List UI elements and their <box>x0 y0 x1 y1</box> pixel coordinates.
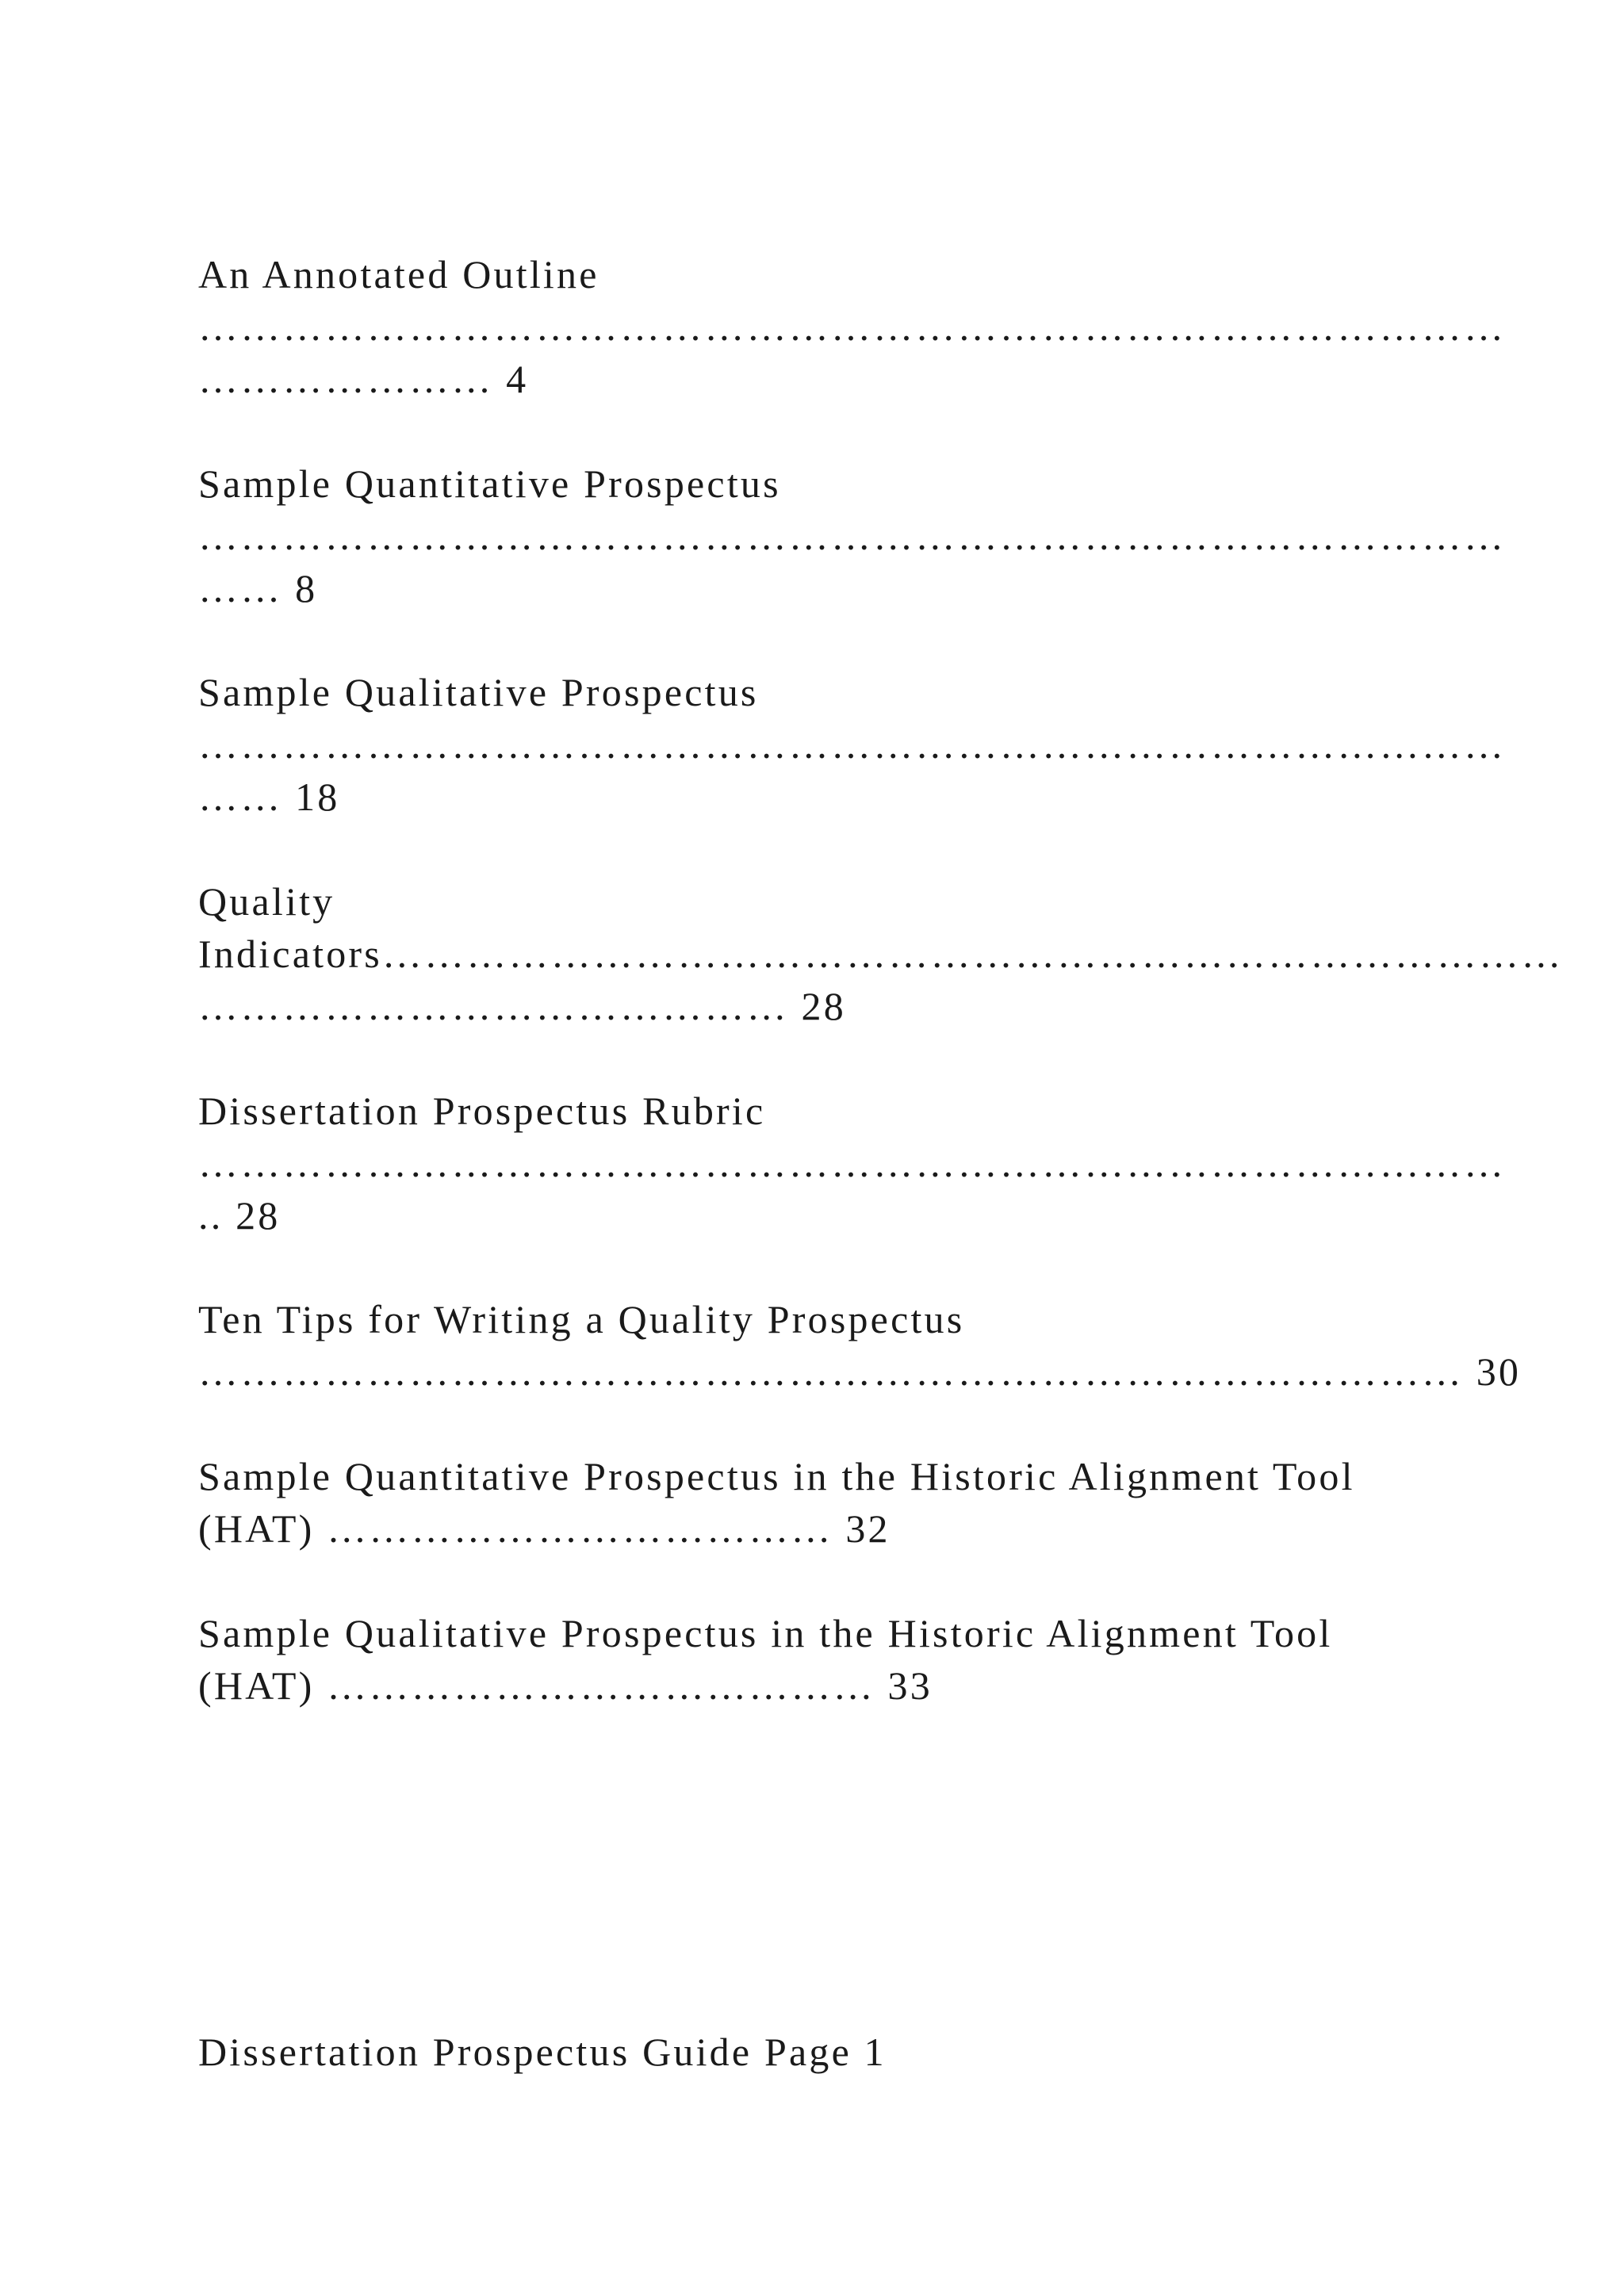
toc-page-number: …… 8 <box>198 566 318 610</box>
toc-leader-dots: ………………………………………………………………………………… <box>198 304 1507 349</box>
toc-entry-title: Sample Quantitative Prospectus in the Historic Alignment Tool <box>198 1454 1355 1498</box>
toc-page-number: …… 18 <box>198 775 340 819</box>
toc-page-number: ……………………………………………………………………………… 30 <box>198 1349 1522 1394</box>
toc-page-number: …………………………………… 28 <box>198 984 846 1028</box>
toc-entry-title: Sample Quantitative Prospectus <box>198 461 781 506</box>
toc-page-number: (HAT) ……………………………… 32 <box>198 1506 891 1551</box>
toc-leader-dots: ………………………………………………………………………………… <box>198 1141 1507 1185</box>
toc-page-number: (HAT) ………………………………… 33 <box>198 1663 933 1708</box>
toc-entry-title: Sample Qualitative Prospectus <box>198 670 759 714</box>
toc-page-number: ………………… 4 <box>198 357 529 401</box>
toc-page-number: .. 28 <box>198 1193 281 1238</box>
toc-entry-title: An Annotated Outline <box>198 252 599 297</box>
toc-entry-title: Quality <box>198 879 335 924</box>
toc-entry-title-continued: Indicators………………………………………………………………………… <box>198 932 1564 976</box>
toc-leader-dots: ………………………………………………………………………………… <box>198 514 1507 558</box>
toc-entry-title: Sample Qualitative Prospectus in the Historic Alignment Tool <box>198 1611 1333 1655</box>
page-footer: Dissertation Prospectus Guide Page 1 <box>198 2030 887 2074</box>
toc-entry-title: Ten Tips for Writing a Quality Prospectus <box>198 1297 965 1341</box>
toc-leader-dots: ………………………………………………………………………………… <box>198 722 1507 767</box>
toc-entry-title: Dissertation Prospectus Rubric <box>198 1089 766 1133</box>
